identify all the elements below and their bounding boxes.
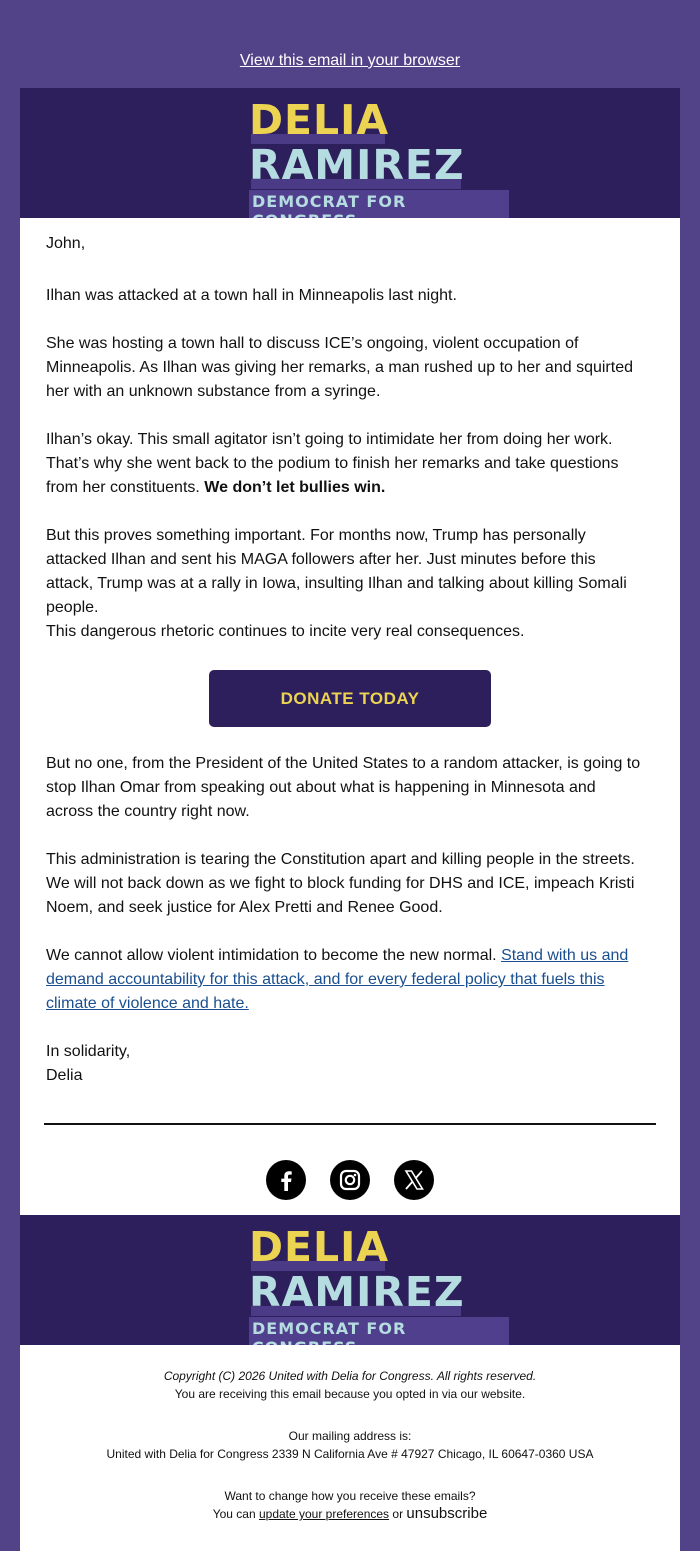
x-icon[interactable]: [394, 1160, 434, 1200]
unsubscribe-link[interactable]: unsubscribe: [406, 1505, 488, 1522]
paragraph-2: She was hosting a town hall to discuss ICE’s ongoing, violent occupation of Minneapolis. As Ilhan was giving her remarks, a man rushed up to her and squirted her with an unknown substance from a syringe.: [46, 335, 633, 400]
facebook-icon[interactable]: [266, 1160, 306, 1200]
update-preferences-link[interactable]: update your preferences: [258, 1507, 390, 1521]
paragraph-7: This administration is tearing the Constitution apart and killing people in the streets. We will not back down as we fight to block funding for DHS and ICE, impeach Kristi Noem, and seek justice for Alex Pretti and Renee Good.: [46, 851, 635, 916]
instagram-icon[interactable]: [330, 1160, 370, 1200]
logo-line-1: DELIA: [249, 96, 390, 144]
signature: Delia: [46, 1067, 83, 1084]
or-text: or: [389, 1507, 407, 1521]
paragraph-3-bold: We don’t let bullies win.: [204, 479, 386, 496]
delia-ramirez-logo-footer: [249, 1225, 509, 1360]
paragraph-3: [46, 428, 646, 500]
logo-line-2: RAMIREZ: [249, 141, 465, 189]
change-question: Want to change how you receive these emails?: [224, 1489, 476, 1503]
footer-logo-line-1: DELIA: [249, 1223, 390, 1271]
opt-in-text: You are receiving this email because you opted in via our website.: [174, 1387, 526, 1401]
paragraph-1: Ilhan was attacked at a town hall in Minneapolis last night.: [46, 287, 457, 304]
copyright-text: Copyright (C) 2026 United with Delia for Congress. All rights reserved.: [163, 1369, 537, 1383]
preferences-row: [20, 1505, 680, 1523]
legal-footer: [20, 1345, 680, 1551]
divider: [44, 1123, 656, 1125]
signoff: In solidarity,: [46, 1043, 131, 1060]
mailing-address: United with Delia for Congress 2339 N California Ave # 47927 Chicago, IL 60647-0360 USA: [106, 1447, 594, 1461]
footer-logo-line-3: DEMOCRAT FOR: [249, 1317, 509, 1360]
stand-with-us-link[interactable]: Stand with us and demand accountability for this attack, and for every federal policy that fuels this climate of violence and hate.: [46, 947, 629, 1012]
top-bar: [0, 0, 700, 88]
donate-button[interactable]: DONATE TODAY: [209, 670, 491, 727]
paragraph-8: [46, 944, 646, 1016]
paragraph-8-text: We cannot allow violent intimidation to become the new normal.: [46, 947, 502, 964]
delia-ramirez-logo: [249, 98, 509, 233]
logo-line-3: DEMOCRAT FOR: [249, 190, 509, 233]
footer-logo-line-2: RAMIREZ: [249, 1268, 465, 1316]
paragraph-3-text: Ilhan’s okay. This small agitator isn’t going to intimidate her from doing her work. That’s why she went back to the podium to finish her remarks and take questions from her constituents.: [46, 431, 619, 496]
mailing-label: Our mailing address is:: [288, 1429, 412, 1443]
header-banner: [20, 88, 680, 218]
paragraph-4: But this proves something important. For months now, Trump has personally attacked Ilhan and sent his MAGA followers after her. Just minutes before this attack, Trump was at a rally in Iowa, insulting Ilhan and talking about killing Somali people.: [46, 527, 627, 616]
paragraph-6: But no one, from the President of the United States to a random attacker, is going to stop Ilhan Omar from speaking out about what is happening in Minnesota and across the country right now.: [46, 755, 641, 820]
paragraph-5: This dangerous rhetoric continues to incite very real consequences.: [46, 623, 525, 640]
you-can-text: You can: [212, 1507, 259, 1521]
footer-banner: [20, 1215, 680, 1345]
view-in-browser-link[interactable]: View this email in your browser: [239, 52, 461, 69]
email-body: [20, 218, 680, 1215]
greeting: John,: [46, 235, 86, 252]
